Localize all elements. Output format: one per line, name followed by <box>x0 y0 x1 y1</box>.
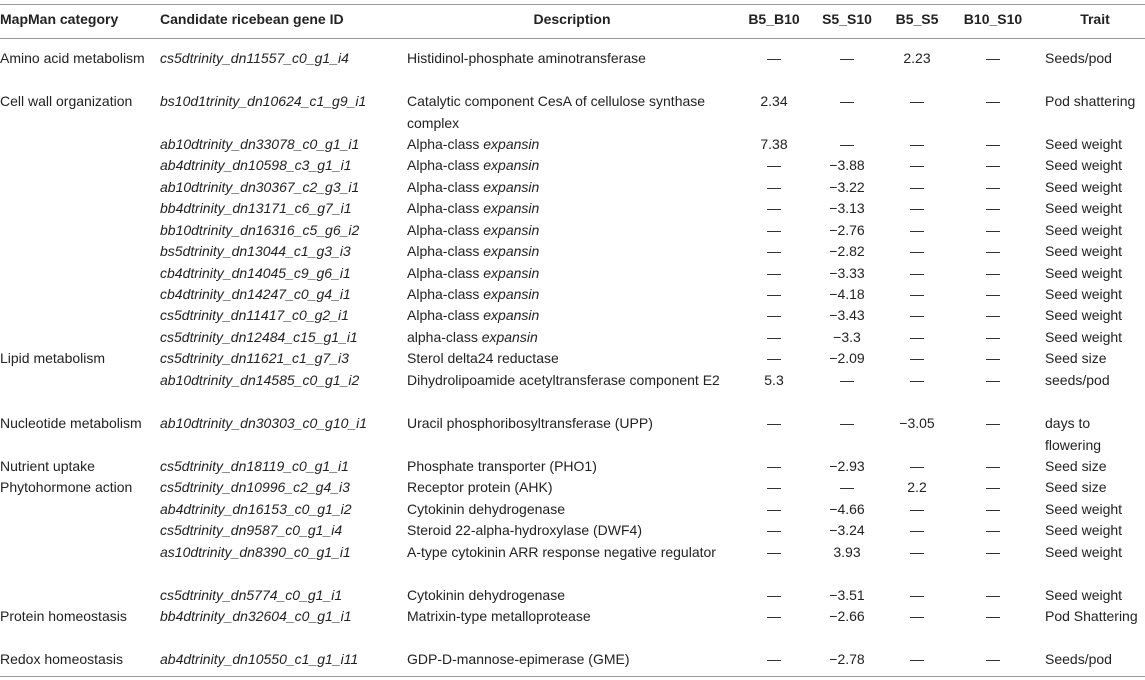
description-italic-term: expansin <box>483 200 540 216</box>
description-text: Cytokinin dehydrogenase <box>407 587 565 603</box>
b10-s10-value: — <box>986 243 1000 259</box>
trait-cell: Seed weight <box>1045 265 1123 281</box>
b5-b10-value: — <box>767 651 781 667</box>
b10-s10-value: — <box>986 307 1000 323</box>
trait-cell: Seed weight <box>1045 179 1123 195</box>
b5-s5-value: — <box>910 136 924 152</box>
description-text: Alpha-class <box>407 286 484 302</box>
b5-s5-value: — <box>910 372 924 388</box>
trait-cell: Seed weight <box>1045 136 1123 152</box>
description-text: Receptor protein (AHK) <box>407 479 553 495</box>
b10-s10-value: — <box>986 200 1000 216</box>
description-cell <box>407 370 737 392</box>
b5-s5-value: — <box>910 522 924 538</box>
b5-b10-value: — <box>767 544 781 560</box>
trait-cell: Seeds/pod <box>1045 50 1112 66</box>
description-text: Cytokinin dehydrogenase <box>407 501 565 517</box>
description-text: Matrixin-type metalloprotease <box>407 608 591 624</box>
b10-s10-value: — <box>986 479 1000 495</box>
description-cell <box>407 649 737 671</box>
trait-cell: Seed weight <box>1045 222 1123 238</box>
gene-id-cell: bb4dtrinity_dn13171_c6_g7_i1 <box>160 200 352 216</box>
table-top-rule <box>0 4 1145 5</box>
description-cell <box>407 220 737 242</box>
b10-s10-value: — <box>986 522 1000 538</box>
trait-cell: Seed size <box>1045 479 1107 495</box>
description-cell <box>407 177 737 199</box>
description-text: Alpha-class <box>407 265 484 281</box>
description-italic-term: expansin <box>483 136 540 152</box>
b10-s10-value: — <box>986 544 1000 560</box>
description-text: GDP-D-mannose-epimerase (GME) <box>407 651 630 667</box>
gene-id-cell: cs5dtrinity_dn9587_c0_g1_i4 <box>160 522 343 538</box>
header-gene-id: Candidate ricebean gene ID <box>160 11 344 27</box>
description-cell <box>407 284 737 306</box>
description-text: Steroid 22-alpha-hydroxylase (DWF4) <box>407 522 642 538</box>
b5-b10-value: — <box>767 307 781 323</box>
b10-s10-value: — <box>986 157 1000 173</box>
description-text: A-type cytokinin ARR response negative regulator <box>407 544 716 560</box>
gene-id-cell: bs5dtrinity_dn13044_c1_g3_i3 <box>160 243 351 259</box>
b5-b10-value: — <box>767 265 781 281</box>
trait-cell: Seed weight <box>1045 544 1123 560</box>
trait-cell: Seed weight <box>1045 501 1123 517</box>
gene-id-cell: ab10dtrinity_dn14585_c0_g1_i2 <box>160 372 360 388</box>
description-cell <box>407 477 737 499</box>
trait-cell: Seed weight <box>1045 286 1123 302</box>
trait-cell: Seed size <box>1045 350 1107 366</box>
s5-s10-value: −3.51 <box>829 587 865 603</box>
s5-s10-value: −3.3 <box>833 329 861 345</box>
category-label: Nucleotide metabolism <box>0 415 142 431</box>
gene-id-cell: cb4dtrinity_dn14045_c9_g6_i1 <box>160 265 351 281</box>
b5-s5-value: −3.05 <box>899 415 935 431</box>
description-cell <box>407 91 737 134</box>
category-label: Protein homeostasis <box>0 608 127 624</box>
b5-s5-value: — <box>910 587 924 603</box>
trait-cell: Seed weight <box>1045 200 1123 216</box>
description-cell <box>407 585 737 607</box>
description-text: Phosphate transporter (PHO1) <box>407 458 597 474</box>
s5-s10-value: −3.13 <box>829 200 865 216</box>
description-text: Histidinol-phosphate aminotransferase <box>407 50 646 66</box>
b5-s5-value: — <box>910 243 924 259</box>
description-text: Alpha-class <box>407 157 484 173</box>
s5-s10-value: −4.18 <box>829 286 865 302</box>
trait-cell: Seed weight <box>1045 157 1123 173</box>
gene-id-cell: cs5dtrinity_dn5774_c0_g1_i1 <box>160 587 343 603</box>
gene-id-cell: bs10d1trinity_dn10624_c1_g9_i1 <box>160 93 367 109</box>
b10-s10-value: — <box>986 286 1000 302</box>
description-italic-term: expansin <box>481 329 538 345</box>
b5-s5-value: — <box>910 265 924 281</box>
b10-s10-value: — <box>986 608 1000 624</box>
description-text: Dihydrolipoamide acetyltransferase component E2 <box>407 372 720 388</box>
b5-s5-value: — <box>910 222 924 238</box>
description-cell <box>407 499 737 521</box>
b5-b10-value: — <box>767 50 781 66</box>
description-cell <box>407 241 737 263</box>
description-cell <box>407 520 737 542</box>
b5-s5-value: 2.23 <box>903 50 931 66</box>
b10-s10-value: — <box>986 350 1000 366</box>
s5-s10-value: −3.24 <box>829 522 865 538</box>
gene-id-cell: cs5dtrinity_dn18119_c0_g1_i1 <box>160 458 349 474</box>
b5-b10-value: — <box>767 587 781 603</box>
trait-cell: Pod Shattering <box>1045 608 1138 624</box>
b10-s10-value: — <box>986 93 1000 109</box>
description-cell <box>407 542 737 564</box>
trait-cell: Seed weight <box>1045 243 1123 259</box>
s5-s10-value: — <box>840 136 854 152</box>
trait-cell: Seed weight <box>1045 329 1123 345</box>
category-label: Nutrient uptake <box>0 458 95 474</box>
gene-id-cell: bb4dtrinity_dn32604_c0_g1_i1 <box>160 608 352 624</box>
description-cell <box>407 606 737 628</box>
b10-s10-value: — <box>986 501 1000 517</box>
description-cell <box>407 413 737 435</box>
description-italic-term: expansin <box>483 179 540 195</box>
header-trait: Trait <box>1080 11 1110 27</box>
b5-b10-value: — <box>767 501 781 517</box>
trait-cell: Pod shattering <box>1045 93 1136 109</box>
s5-s10-value: −2.93 <box>829 458 865 474</box>
s5-s10-value: −3.88 <box>829 157 865 173</box>
trait-cell: Seed weight <box>1045 307 1123 323</box>
b5-s5-value: — <box>910 200 924 216</box>
b5-b10-value: — <box>767 522 781 538</box>
description-text: Alpha-class <box>407 243 484 259</box>
s5-s10-value: — <box>840 372 854 388</box>
gene-id-cell: ab10dtrinity_dn30367_c2_g3_i1 <box>160 179 360 195</box>
b5-s5-value: 2.2 <box>907 479 927 495</box>
s5-s10-value: −4.66 <box>829 501 865 517</box>
header-description: Description <box>533 11 611 27</box>
trait-cell: Seed size <box>1045 458 1107 474</box>
gene-id-cell: ab10dtrinity_dn30303_c0_g10_i1 <box>160 415 368 431</box>
trait-cell: Seed weight <box>1045 587 1123 603</box>
b5-b10-value: — <box>767 243 781 259</box>
category-label: Redox homeostasis <box>0 651 123 667</box>
b10-s10-value: — <box>986 329 1000 345</box>
trait-cell: Seed weight <box>1045 522 1123 538</box>
b5-s5-value: — <box>910 179 924 195</box>
s5-s10-value: 3.93 <box>833 544 861 560</box>
s5-s10-value: — <box>840 50 854 66</box>
b5-b10-value: — <box>767 157 781 173</box>
b5-s5-value: — <box>910 501 924 517</box>
description-cell <box>407 305 737 327</box>
gene-id-cell: ab4dtrinity_dn10598_c3_g1_i1 <box>160 157 352 173</box>
s5-s10-value: −2.09 <box>829 350 865 366</box>
table-bottom-rule <box>0 676 1145 677</box>
header-b10-s10: B10_S10 <box>963 11 1023 27</box>
b5-s5-value: — <box>910 307 924 323</box>
b5-b10-value: — <box>767 179 781 195</box>
gene-id-cell: cs5dtrinity_dn11417_c0_g2_i1 <box>160 307 349 323</box>
description-cell <box>407 198 737 220</box>
s5-s10-value: — <box>840 415 854 431</box>
gene-id-cell: cb4dtrinity_dn14247_c0_g4_i1 <box>160 286 351 302</box>
s5-s10-value: −2.82 <box>829 243 865 259</box>
description-text: Alpha-class <box>407 222 484 238</box>
gene-id-cell: ab4dtrinity_dn10550_c1_g1_i11 <box>160 651 359 667</box>
b5-b10-value: — <box>767 286 781 302</box>
b5-b10-value: 5.3 <box>764 372 784 388</box>
gene-id-cell: ab10dtrinity_dn33078_c0_g1_i1 <box>160 136 360 152</box>
description-italic-term: expansin <box>483 243 540 259</box>
s5-s10-value: — <box>840 479 854 495</box>
header-b5-s5: B5_S5 <box>895 11 939 27</box>
header-bottom-rule <box>0 38 1145 39</box>
b5-b10-value: — <box>767 222 781 238</box>
b5-b10-value: — <box>767 350 781 366</box>
b5-b10-value: — <box>767 458 781 474</box>
gene-id-cell: ab4dtrinity_dn16153_c0_g1_i2 <box>160 501 352 517</box>
description-italic-term: expansin <box>483 157 540 173</box>
category-label: Amino acid metabolism <box>0 50 145 66</box>
category-label: Cell wall organization <box>0 93 133 109</box>
b10-s10-value: — <box>986 50 1000 66</box>
b5-b10-value: — <box>767 415 781 431</box>
description-italic-term: expansin <box>483 286 540 302</box>
b10-s10-value: — <box>986 136 1000 152</box>
trait-cell: Seeds/pod <box>1045 651 1112 667</box>
description-text: alpha-class <box>407 329 482 345</box>
description-text: Sterol delta24 reductase <box>407 350 559 366</box>
header-b5-b10: B5_B10 <box>748 11 800 27</box>
description-cell <box>407 348 737 370</box>
trait-cell: seeds/pod <box>1045 372 1110 388</box>
b5-s5-value: — <box>910 651 924 667</box>
b5-s5-value: — <box>910 544 924 560</box>
description-italic-term: expansin <box>483 222 540 238</box>
b5-b10-value: — <box>767 200 781 216</box>
b10-s10-value: — <box>986 179 1000 195</box>
gene-id-cell: cs5dtrinity_dn12484_c15_g1_i1 <box>160 329 358 345</box>
description-italic-term: expansin <box>483 265 540 281</box>
description-text: Alpha-class <box>407 179 484 195</box>
gene-id-cell: cs5dtrinity_dn10996_c2_g4_i3 <box>160 479 350 495</box>
gene-id-cell: cs5dtrinity_dn11557_c0_g1_i4 <box>160 50 349 66</box>
description-text: Alpha-class <box>407 200 484 216</box>
s5-s10-value: — <box>840 93 854 109</box>
b5-s5-value: — <box>910 608 924 624</box>
header-s5-s10: S5_S10 <box>822 11 872 27</box>
category-label: Phytohormone action <box>0 479 133 495</box>
b10-s10-value: — <box>986 372 1000 388</box>
b5-b10-value: — <box>767 608 781 624</box>
b5-s5-value: — <box>910 157 924 173</box>
s5-s10-value: −3.22 <box>829 179 865 195</box>
description-cell <box>407 327 737 349</box>
b5-b10-value: 7.38 <box>760 136 788 152</box>
gene-id-cell: as10dtrinity_dn8390_c0_g1_i1 <box>160 544 351 560</box>
b10-s10-value: — <box>986 587 1000 603</box>
b10-s10-value: — <box>986 222 1000 238</box>
description-text: Uracil phosphoribosyltransferase (UPP) <box>407 415 653 431</box>
s5-s10-value: −2.78 <box>829 651 865 667</box>
description-cell <box>407 155 737 177</box>
description-cell <box>407 263 737 285</box>
b5-b10-value: 2.34 <box>760 93 788 109</box>
category-label: Lipid metabolism <box>0 350 106 366</box>
s5-s10-value: −3.33 <box>829 265 865 281</box>
b5-s5-value: — <box>910 286 924 302</box>
b5-s5-value: — <box>910 93 924 109</box>
trait-cell: days to flowering <box>1045 415 1102 453</box>
s5-s10-value: −3.43 <box>829 307 865 323</box>
b10-s10-value: — <box>986 265 1000 281</box>
b5-b10-value: — <box>767 329 781 345</box>
b5-s5-value: — <box>910 329 924 345</box>
description-text: Catalytic component CesA of cellulose synthase complex <box>407 93 706 131</box>
b5-s5-value: — <box>910 458 924 474</box>
b5-b10-value: — <box>767 479 781 495</box>
description-text: Alpha-class <box>407 136 484 152</box>
b5-s5-value: — <box>910 350 924 366</box>
description-italic-term: expansin <box>483 307 540 323</box>
s5-s10-value: −2.66 <box>829 608 865 624</box>
gene-id-cell: cs5dtrinity_dn11621_c1_g7_i3 <box>160 350 349 366</box>
description-cell <box>407 48 737 70</box>
description-cell <box>407 456 737 478</box>
description-text: Alpha-class <box>407 307 484 323</box>
b10-s10-value: — <box>986 415 1000 431</box>
b10-s10-value: — <box>986 651 1000 667</box>
description-cell <box>407 134 737 156</box>
gene-id-cell: bb10dtrinity_dn16316_c5_g6_i2 <box>160 222 360 238</box>
header-category: MapMan category <box>0 11 119 27</box>
b10-s10-value: — <box>986 458 1000 474</box>
s5-s10-value: −2.76 <box>829 222 865 238</box>
